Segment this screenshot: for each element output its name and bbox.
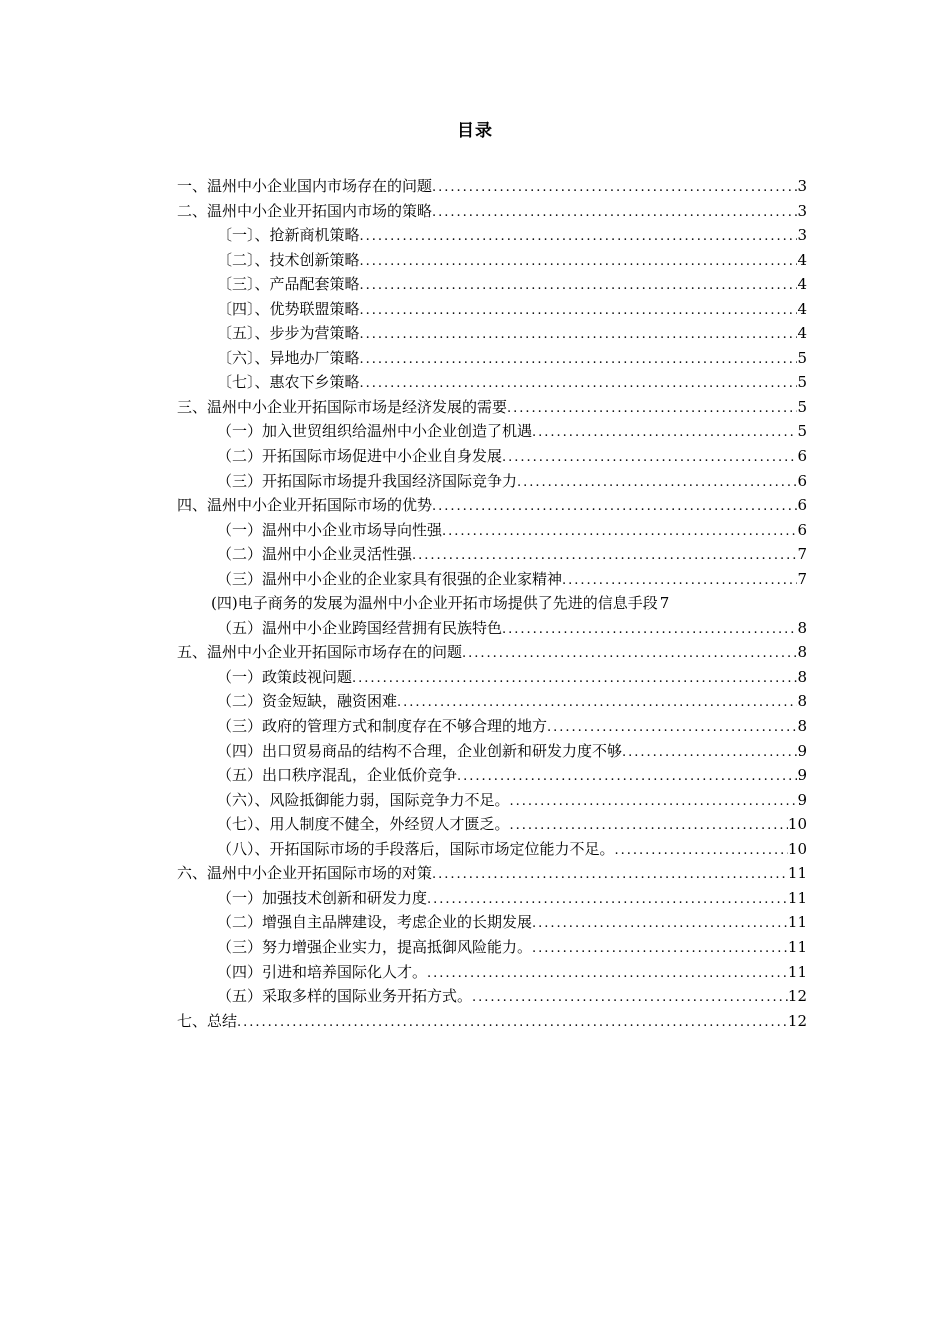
toc-entry-title: （三）政府的管理方式和制度存在不够合理的地方 xyxy=(217,717,548,736)
toc-entry[interactable] xyxy=(177,174,807,199)
toc-entry-title: （一）政策歧视问题 xyxy=(217,667,353,686)
toc-dot-leader xyxy=(360,250,798,273)
toc-dot-leader xyxy=(432,201,797,224)
toc-entry[interactable] xyxy=(177,616,807,641)
toc-entry-title: （三）温州中小企业的企业家具有很强的企业家精神 xyxy=(217,569,563,588)
toc-dot-leader xyxy=(237,1011,788,1034)
toc-entry-title: 〔三〕、产品配套策略 xyxy=(217,275,360,294)
toc-entry-title: （七）、用人制度不健全，外经贸人才匮乏。 xyxy=(217,815,510,834)
toc-entry-title: （六）、风险抵御能力弱，国际竞争力不足。 xyxy=(217,790,510,809)
toc-dot-leader xyxy=(502,446,797,469)
toc-dot-leader xyxy=(547,716,797,739)
toc-entry[interactable] xyxy=(177,763,807,788)
toc-dot-leader xyxy=(360,323,798,346)
toc-entry-title: 三、温州中小企业开拓国际市场是经济发展的需要 xyxy=(177,397,508,416)
toc-dot-leader xyxy=(442,520,797,543)
toc-page-number: 12 xyxy=(787,987,807,1006)
toc-dot-leader xyxy=(532,912,788,935)
toc-page-number: 4 xyxy=(797,250,807,269)
toc-entry-title: 四、温州中小企业开拓国际市场的优势 xyxy=(177,496,433,515)
toc-entry[interactable] xyxy=(177,370,807,395)
toc-entry-title: （二）资金短缺，融资困难 xyxy=(217,692,398,711)
toc-page-number: 10 xyxy=(787,839,807,858)
toc-dot-leader xyxy=(462,642,797,665)
toc-page-number: 11 xyxy=(787,913,807,932)
toc-entry-title: 七、总结 xyxy=(177,1011,238,1030)
toc-entry-title: 〔二〕、技术创新策略 xyxy=(217,250,360,269)
toc-dot-leader xyxy=(352,667,797,690)
toc-entry[interactable] xyxy=(177,223,807,248)
toc-entry-title: 二、温州中小企业开拓国内市场的策略 xyxy=(177,201,433,220)
toc-dot-leader xyxy=(432,863,788,886)
toc-dot-leader xyxy=(360,348,798,371)
toc-page-number: 3 xyxy=(797,201,807,220)
toc-dot-leader xyxy=(397,691,797,714)
toc-dot-leader xyxy=(502,618,797,641)
toc-entry[interactable] xyxy=(177,248,807,273)
toc-page-number: 12 xyxy=(787,1011,807,1030)
toc-entry-title: （一）温州中小企业市场导向性强 xyxy=(217,520,443,539)
toc-entry[interactable] xyxy=(177,861,807,886)
toc-page-number: 6 xyxy=(797,471,807,490)
toc-page-number: 9 xyxy=(797,741,807,760)
toc-dot-leader xyxy=(562,569,797,592)
toc-page-number: 5 xyxy=(797,397,807,416)
toc-page-number: 10 xyxy=(787,815,807,834)
toc-entry[interactable] xyxy=(177,542,807,567)
toc-page-number: 5 xyxy=(797,422,807,441)
toc-page-number: 5 xyxy=(797,373,807,392)
toc-entry-title: （四）出口贸易商品的结构不合理，企业创新和研发力度不够 xyxy=(217,741,623,760)
toc-dot-leader xyxy=(622,741,797,764)
toc-page-number: 8 xyxy=(797,667,807,686)
toc-entry-title: （二）增强自主品牌建设，考虑企业的长期发展 xyxy=(217,913,533,932)
toc-dot-leader xyxy=(615,839,788,862)
toc-dot-leader xyxy=(510,790,798,813)
toc-entry-title: 〔六〕、异地办厂策略 xyxy=(217,348,360,367)
toc-page-number: 4 xyxy=(797,299,807,318)
toc-entry-title: （八）、开拓国际市场的手段落后，国际市场定位能力不足。 xyxy=(217,839,615,858)
toc-entry[interactable] xyxy=(177,812,807,837)
toc-entry[interactable] xyxy=(177,665,807,690)
toc-dot-leader xyxy=(432,495,797,518)
toc-entry[interactable] xyxy=(177,935,807,960)
toc-page-number: 8 xyxy=(797,618,807,637)
toc-entry-title: （五）温州中小企业跨国经营拥有民族特色 xyxy=(217,618,503,637)
toc-dot-leader xyxy=(427,888,788,911)
toc-page-number: 11 xyxy=(787,937,807,956)
toc-page-number: 9 xyxy=(797,766,807,785)
toc-page-number: 8 xyxy=(797,643,807,662)
toc-dot-leader xyxy=(360,372,798,395)
toc-entry-title: 一、温州中小企业国内市场存在的问题 xyxy=(177,177,433,195)
toc-entry-title: 六、温州中小企业开拓国际市场的对策 xyxy=(177,864,433,883)
toc-entry[interactable] xyxy=(177,886,807,911)
toc-entry-title: （三）开拓国际市场提升我国经济国际竞争力 xyxy=(217,471,518,490)
toc-entry[interactable] xyxy=(177,960,807,985)
toc-page-number: 6 xyxy=(797,447,807,466)
toc-entry[interactable] xyxy=(177,272,807,297)
toc-entry[interactable] xyxy=(177,689,807,714)
toc-entry-title: 〔四〕、优势联盟策略 xyxy=(217,299,360,318)
toc-dot-leader xyxy=(360,299,798,322)
toc-entry[interactable] xyxy=(177,297,807,322)
toc-page-number: 8 xyxy=(797,717,807,736)
toc-entry[interactable] xyxy=(177,419,807,444)
toc-entry[interactable] xyxy=(177,714,807,739)
toc-page-number: 7 xyxy=(797,545,807,564)
toc-entry[interactable] xyxy=(177,321,807,346)
toc-entry[interactable] xyxy=(177,910,807,935)
toc-entry[interactable] xyxy=(177,640,807,665)
toc-entry[interactable] xyxy=(177,444,807,469)
toc-entry-title: （三）努力增强企业实力，提高抵御风险能力。 xyxy=(217,937,533,956)
toc-page-number: 8 xyxy=(797,692,807,711)
toc-page-number: 4 xyxy=(797,275,807,294)
toc-dot-leader xyxy=(517,471,797,494)
toc-entry-title: （二）温州中小企业灵活性强 xyxy=(217,545,413,564)
toc-page-number: 11 xyxy=(787,962,807,981)
toc-dot-leader xyxy=(532,937,788,960)
toc-entry-title: （五）出口秩序混乱，企业低价竞争 xyxy=(217,766,458,785)
toc-entry[interactable] xyxy=(177,984,807,1009)
toc-entry[interactable] xyxy=(177,199,807,224)
toc-page-number: 11 xyxy=(787,864,807,883)
toc-page-number: 7 xyxy=(659,594,670,613)
toc-entry[interactable] xyxy=(177,395,807,420)
toc-dot-leader xyxy=(472,986,788,1009)
toc-entry[interactable] xyxy=(177,837,807,862)
toc-dot-leader xyxy=(432,176,797,199)
toc-entry[interactable] xyxy=(177,469,807,494)
toc-entry[interactable] xyxy=(177,1009,807,1034)
toc-dot-leader xyxy=(457,765,797,788)
toc-dot-leader xyxy=(427,962,788,985)
toc-entry-title: (四)电子商务的发展为温州中小企业开拓市场提供了先进的信息手段 xyxy=(211,594,658,613)
toc-entry-title: （一）加入世贸组织给温州中小企业创造了机遇 xyxy=(217,422,533,441)
toc-entry-title: （一）加强技术创新和研发力度 xyxy=(217,888,428,907)
toc-entry[interactable] xyxy=(177,788,807,813)
toc-page-number: 6 xyxy=(797,520,807,539)
toc-page-number: 5 xyxy=(797,348,807,367)
toc-entry-title: 〔一〕、抢新商机策略 xyxy=(217,226,360,245)
toc-entry[interactable] xyxy=(177,739,807,764)
toc-entry[interactable] xyxy=(177,346,807,371)
toc-entry-title: （二）开拓国际市场促进中小企业自身发展 xyxy=(217,447,503,466)
toc-entry[interactable] xyxy=(177,518,807,543)
toc-page-number: 3 xyxy=(797,177,807,195)
toc-entry[interactable] xyxy=(177,591,807,616)
table-of-contents xyxy=(177,174,807,1033)
toc-dot-leader xyxy=(360,274,798,297)
toc-page-number: 6 xyxy=(797,496,807,515)
toc-entry[interactable] xyxy=(177,567,807,592)
toc-dot-leader xyxy=(510,814,788,837)
toc-page-number: 9 xyxy=(797,790,807,809)
toc-page-number: 7 xyxy=(797,569,807,588)
toc-entry-title: 〔七〕、惠农下乡策略 xyxy=(217,373,360,392)
toc-entry-title: （五）采取多样的国际业务开拓方式。 xyxy=(217,987,473,1006)
page-title: 目录 xyxy=(457,121,493,141)
toc-dot-leader xyxy=(532,421,797,444)
toc-entry-title: 〔五〕、步步为营策略 xyxy=(217,324,360,343)
toc-page-number: 3 xyxy=(797,226,807,245)
toc-dot-leader xyxy=(412,544,797,567)
toc-page-number: 4 xyxy=(797,324,807,343)
toc-entry[interactable] xyxy=(177,493,807,518)
toc-dot-leader xyxy=(507,397,797,420)
toc-entry-title: 五、温州中小企业开拓国际市场存在的问题 xyxy=(177,643,463,662)
toc-entry-title: （四）引进和培养国际化人才。 xyxy=(217,962,428,981)
toc-page-number: 11 xyxy=(787,888,807,907)
toc-dot-leader xyxy=(360,225,798,248)
